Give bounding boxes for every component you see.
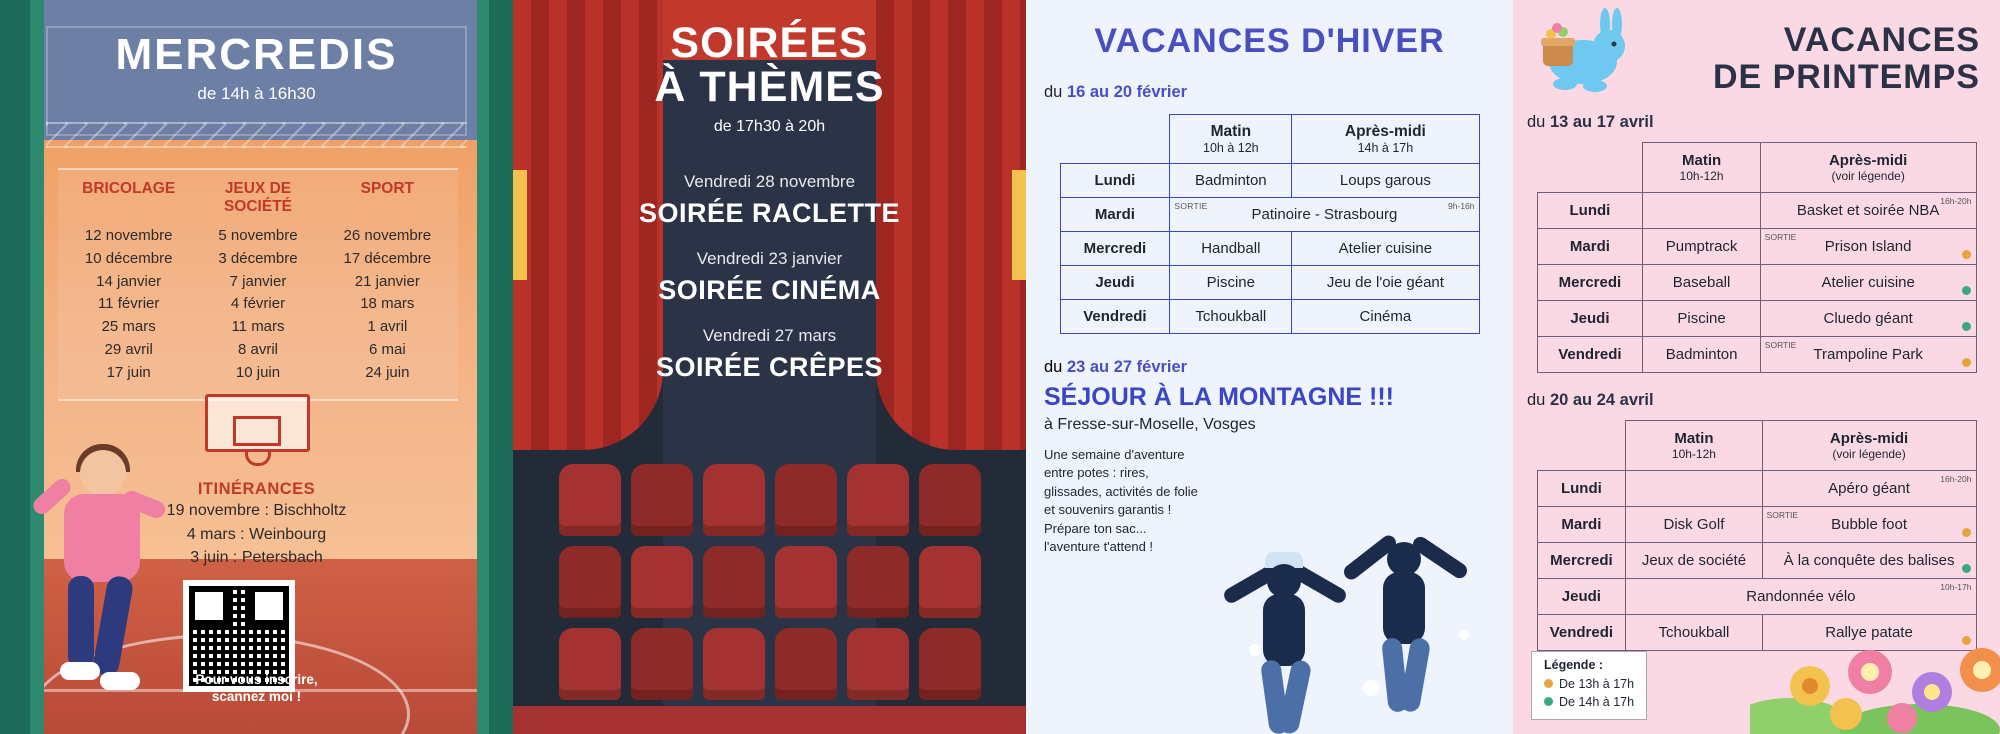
hours-tag: 16h-20h (1940, 474, 1972, 485)
hiver-schedule-table (1060, 114, 1480, 334)
header-matin-label: Matin (1681, 152, 1722, 170)
hiver-period-value: 16 au 20 février (1066, 83, 1188, 101)
row-day: Jeudi (1060, 266, 1170, 300)
header-apresmidi-label: Après-midi (1829, 430, 1909, 448)
qr-caption-line1: Pour vous inscrire, (195, 672, 318, 687)
soirees-list (513, 172, 1026, 403)
cell-apresmidi (1760, 265, 1976, 301)
hours-tag: 10h-17h (1940, 582, 1972, 593)
printemps-period-1 (1527, 113, 1986, 132)
column-bricolage-title: BRICOLAGE (82, 180, 176, 197)
row-day: Jeudi (1537, 579, 1626, 615)
right-pillar-inner (477, 0, 489, 734)
legend-dot (1962, 322, 1971, 331)
cell-apresmidi (1760, 193, 1976, 229)
panel-soirees (513, 0, 1026, 734)
header-matin-label: Matin (1210, 123, 1252, 140)
event-name: SOIRÉE CINÉMA (658, 275, 881, 305)
cell-matin (1626, 471, 1762, 507)
right-pillar (489, 0, 513, 734)
legend-swatch (1544, 697, 1553, 706)
date-item: 21 janvier (354, 272, 420, 290)
itinerances-title: ITINÉRANCES (197, 480, 316, 498)
row-day: Lundi (1537, 471, 1626, 507)
table-row (1537, 229, 1976, 265)
sortie-tag: SORTIE (1766, 510, 1799, 521)
sortie-tag: SORTIE (1764, 232, 1797, 243)
itinerance-item: 3 juin : Petersbach (190, 549, 323, 567)
list-item (513, 172, 1026, 229)
cell-matin: Baseball (1643, 265, 1760, 301)
cell-apresmidi: Loups garous (1292, 164, 1479, 198)
basketball-hoop-icon (205, 394, 310, 468)
header-apresmidi-sub: 14h à 17h (1357, 141, 1414, 155)
cell-apresmidi-label: Rallye patate (1825, 624, 1913, 642)
kid-illustration (34, 450, 164, 700)
hours-tag: 16h-20h (1940, 196, 1972, 207)
ceiling-truss (46, 122, 467, 148)
cell-matin: Badminton (1643, 337, 1760, 373)
sejour-period-prefix: du (1044, 358, 1067, 376)
panel-soirees-subtitle: de 17h30 à 20h (713, 118, 826, 135)
sejour-period-value: 23 au 27 février (1066, 358, 1188, 376)
row-day: Mardi (1537, 229, 1643, 265)
event-date: Vendredi 27 mars (702, 326, 837, 345)
table-row (1060, 232, 1479, 266)
panel-vacances-printemps (1513, 0, 2000, 734)
cell-apresmidi-label: Prison Island (1824, 238, 1912, 256)
row-day: Vendredi (1537, 337, 1643, 373)
cinema-seats-illustration (513, 454, 1026, 734)
table-row (1060, 164, 1479, 198)
hiver-period-prefix: du (1044, 83, 1067, 101)
table-row (1060, 198, 1479, 232)
panel-hiver-title: VACANCES D'HIVER (1094, 22, 1445, 60)
column-jeux-de-societe (193, 180, 322, 385)
header-matin (1626, 421, 1762, 471)
panel-mercredis-title: MERCREDIS (115, 30, 398, 79)
header-matin-sub: 10h-12h (1671, 447, 1716, 462)
table-row (1537, 265, 1976, 301)
date-item: 24 juin (365, 363, 410, 381)
date-item: 10 décembre (84, 249, 173, 267)
empty-corner-cell (1060, 115, 1170, 164)
legend-dot (1962, 528, 1971, 537)
date-item: 1 avril (367, 318, 408, 336)
date-item: 10 juin (235, 363, 281, 381)
itinerance-item: 4 mars : Weinbourg (186, 525, 327, 543)
panel-soirees-title (513, 19, 1026, 111)
panel-soirees-title-line1: SOIRÉES (670, 19, 869, 67)
header-apresmidi (1760, 143, 1976, 193)
row-day: Lundi (1060, 164, 1170, 198)
cell-matin: Tchoukball (1170, 300, 1292, 334)
cell-apresmidi: Cinéma (1292, 300, 1479, 334)
table-row (1537, 301, 1976, 337)
column-jeux-title: JEUX DE SOCIÉTÉ (223, 180, 293, 215)
row-day: Vendredi (1537, 615, 1626, 651)
cell-apresmidi-label: À la conquête des balises (1783, 552, 1955, 570)
legend-box (1531, 651, 1647, 720)
printemps-period-2-prefix: du (1527, 391, 1550, 410)
printemps-schedule-table-1 (1537, 142, 1977, 373)
qr-caption-line2: scannez moi ! (211, 688, 302, 704)
cell-apresmidi (1762, 507, 1976, 543)
row-day: Jeudi (1537, 301, 1643, 337)
cell-apresmidi-label: Bubble foot (1831, 516, 1907, 534)
row-day: Mardi (1060, 198, 1170, 232)
date-item: 11 février (97, 295, 160, 313)
panel-printemps-title-line1: VACANCES (1783, 21, 1980, 59)
header-matin-sub: 10h à 12h (1203, 141, 1259, 155)
cell-matin: Handball (1170, 232, 1292, 266)
date-item: 26 novembre (343, 227, 432, 244)
panel-mercredis (0, 0, 513, 734)
row-day: Mercredi (1537, 265, 1643, 301)
date-item: 17 juin (106, 363, 151, 381)
header-matin-label: Matin (1674, 430, 1714, 448)
cell-apresmidi (1762, 543, 1976, 579)
row-day: Mercredi (1537, 543, 1626, 579)
cell-apresmidi: Jeu de l'oie géant (1292, 266, 1479, 300)
date-item: 29 avril (104, 340, 153, 358)
legend-dot (1962, 564, 1971, 573)
table-row (1060, 266, 1479, 300)
hours-tag: 9h-16h (1448, 201, 1475, 211)
legend-dot (1962, 358, 1971, 367)
legend-swatch (1544, 679, 1553, 688)
sejour-period (1044, 358, 1495, 377)
empty-corner-cell (1537, 421, 1626, 471)
legend-label: De 13h à 17h (1559, 676, 1635, 691)
cell-matin: Disk Golf (1626, 507, 1762, 543)
sejour-description: Une semaine d'aventure entre potes : rires, glissades, activités de folie et souvenirs garantis ! Prépare ton sac... l'aventure t'attend ! (1044, 447, 1198, 555)
date-item: 7 janvier (229, 272, 287, 290)
column-sport-title: SPORT (360, 180, 415, 197)
header-apresmidi-label: Après-midi (1344, 123, 1426, 140)
column-sport (323, 180, 452, 385)
row-day: Lundi (1537, 193, 1643, 229)
cell-merged-label: Randonnée vélo (1746, 588, 1856, 606)
left-pillar (0, 0, 30, 734)
list-item (513, 326, 1026, 383)
header-apresmidi-sub: (voir légende) (1831, 169, 1905, 184)
panel-vacances-hiver (1026, 0, 1513, 734)
legend-title: Légende : (1544, 657, 1604, 672)
date-item: 11 mars (231, 318, 285, 336)
cell-apresmidi (1762, 471, 1976, 507)
column-bricolage (64, 180, 193, 385)
mercredis-schedule-card (58, 168, 458, 401)
cell-matin: Piscine (1170, 266, 1292, 300)
header-matin (1170, 115, 1292, 164)
table-header-row (1537, 143, 1976, 193)
legend-dot (1962, 286, 1971, 295)
cell-apresmidi (1760, 301, 1976, 337)
cell-apresmidi-label: Cluedo géant (1823, 310, 1913, 328)
printemps-period-1-value: 13 au 17 avril (1549, 113, 1654, 132)
legend-dot (1962, 250, 1971, 259)
legend-label: De 14h à 17h (1559, 694, 1635, 709)
table-row (1537, 337, 1976, 373)
row-day: Mardi (1537, 507, 1626, 543)
table-header-row (1060, 115, 1479, 164)
table-row (1537, 543, 1976, 579)
header-matin-sub: 10h-12h (1679, 169, 1724, 184)
printemps-period-1-prefix: du (1527, 113, 1550, 132)
date-item: 25 mars (101, 318, 156, 336)
event-date: Vendredi 28 novembre (683, 172, 856, 191)
printemps-period-2 (1527, 391, 1986, 410)
legend-item (1544, 693, 1634, 711)
cell-merged (1626, 579, 1976, 615)
row-day: Vendredi (1060, 300, 1170, 334)
date-item: 18 mars (360, 295, 415, 313)
table-header-row (1537, 421, 1976, 471)
cell-matin: Pumptrack (1643, 229, 1760, 265)
table-row (1537, 507, 1976, 543)
panel-soirees-title-line2: À THÈMES (654, 62, 885, 111)
header-apresmidi (1762, 421, 1976, 471)
flowers-illustration (1750, 614, 2000, 734)
sejour-location: à Fresse-sur-Moselle, Vosges (1044, 416, 1256, 433)
cell-merged-sortie (1170, 198, 1479, 232)
sortie-tag: SORTIE (1174, 201, 1208, 211)
sejour-title: SÉJOUR À LA MONTAGNE !!! (1044, 383, 1394, 411)
legend-item (1544, 675, 1634, 693)
date-item: 6 mai (368, 340, 406, 358)
cell-merged-label: Patinoire - Strasbourg (1251, 206, 1398, 223)
empty-corner-cell (1537, 143, 1643, 193)
panel-printemps-title-line2: DE PRINTEMPS (1712, 57, 1980, 96)
table-row (1537, 193, 1976, 229)
cell-matin: Jeux de société (1626, 543, 1762, 579)
date-item: 12 novembre (84, 227, 173, 244)
event-date: Vendredi 23 janvier (696, 249, 843, 268)
table-row (1537, 471, 1976, 507)
cell-apresmidi: Atelier cuisine (1292, 232, 1479, 266)
date-item: 5 novembre (218, 227, 298, 244)
itinerance-item: 19 novembre : Bischholtz (166, 502, 347, 519)
date-item: 17 décembre (343, 249, 432, 267)
date-item: 4 février (230, 295, 286, 313)
table-row (1060, 300, 1479, 334)
header-apresmidi-label: Après-midi (1828, 152, 1908, 170)
row-day: Mercredi (1060, 232, 1170, 266)
event-name: SOIRÉE RACLETTE (638, 198, 901, 228)
sortie-tag: SORTIE (1764, 340, 1797, 351)
list-item (513, 249, 1026, 306)
panel-mercredis-subtitle: de 14h à 16h30 (197, 84, 316, 103)
cell-apresmidi (1760, 337, 1976, 373)
cell-matin: Badminton (1170, 164, 1292, 198)
date-item: 14 janvier (96, 272, 162, 290)
skaters-illustration (1243, 520, 1503, 720)
cell-matin (1643, 193, 1760, 229)
bunny-icon (1521, 6, 1641, 102)
date-item: 3 décembre (218, 249, 298, 267)
cell-matin: Piscine (1643, 301, 1760, 337)
table-row (1537, 579, 1976, 615)
cell-apresmidi-label: Trampoline Park (1813, 346, 1923, 364)
printemps-period-2-value: 20 au 24 avril (1549, 391, 1654, 410)
cell-apresmidi-label: Basket et soirée NBA (1796, 202, 1940, 220)
header-matin (1643, 143, 1760, 193)
cell-apresmidi (1760, 229, 1976, 265)
header-apresmidi (1292, 115, 1479, 164)
cell-matin: Tchoukball (1626, 615, 1762, 651)
cell-apresmidi-label: Atelier cuisine (1821, 274, 1915, 292)
hiver-period (1044, 83, 1495, 102)
cell-apresmidi-label: Apéro géant (1828, 480, 1910, 498)
event-name: SOIRÉE CRÊPES (655, 352, 884, 382)
date-item: 8 avril (237, 340, 278, 358)
header-apresmidi-sub: (voir légende) (1832, 447, 1906, 462)
